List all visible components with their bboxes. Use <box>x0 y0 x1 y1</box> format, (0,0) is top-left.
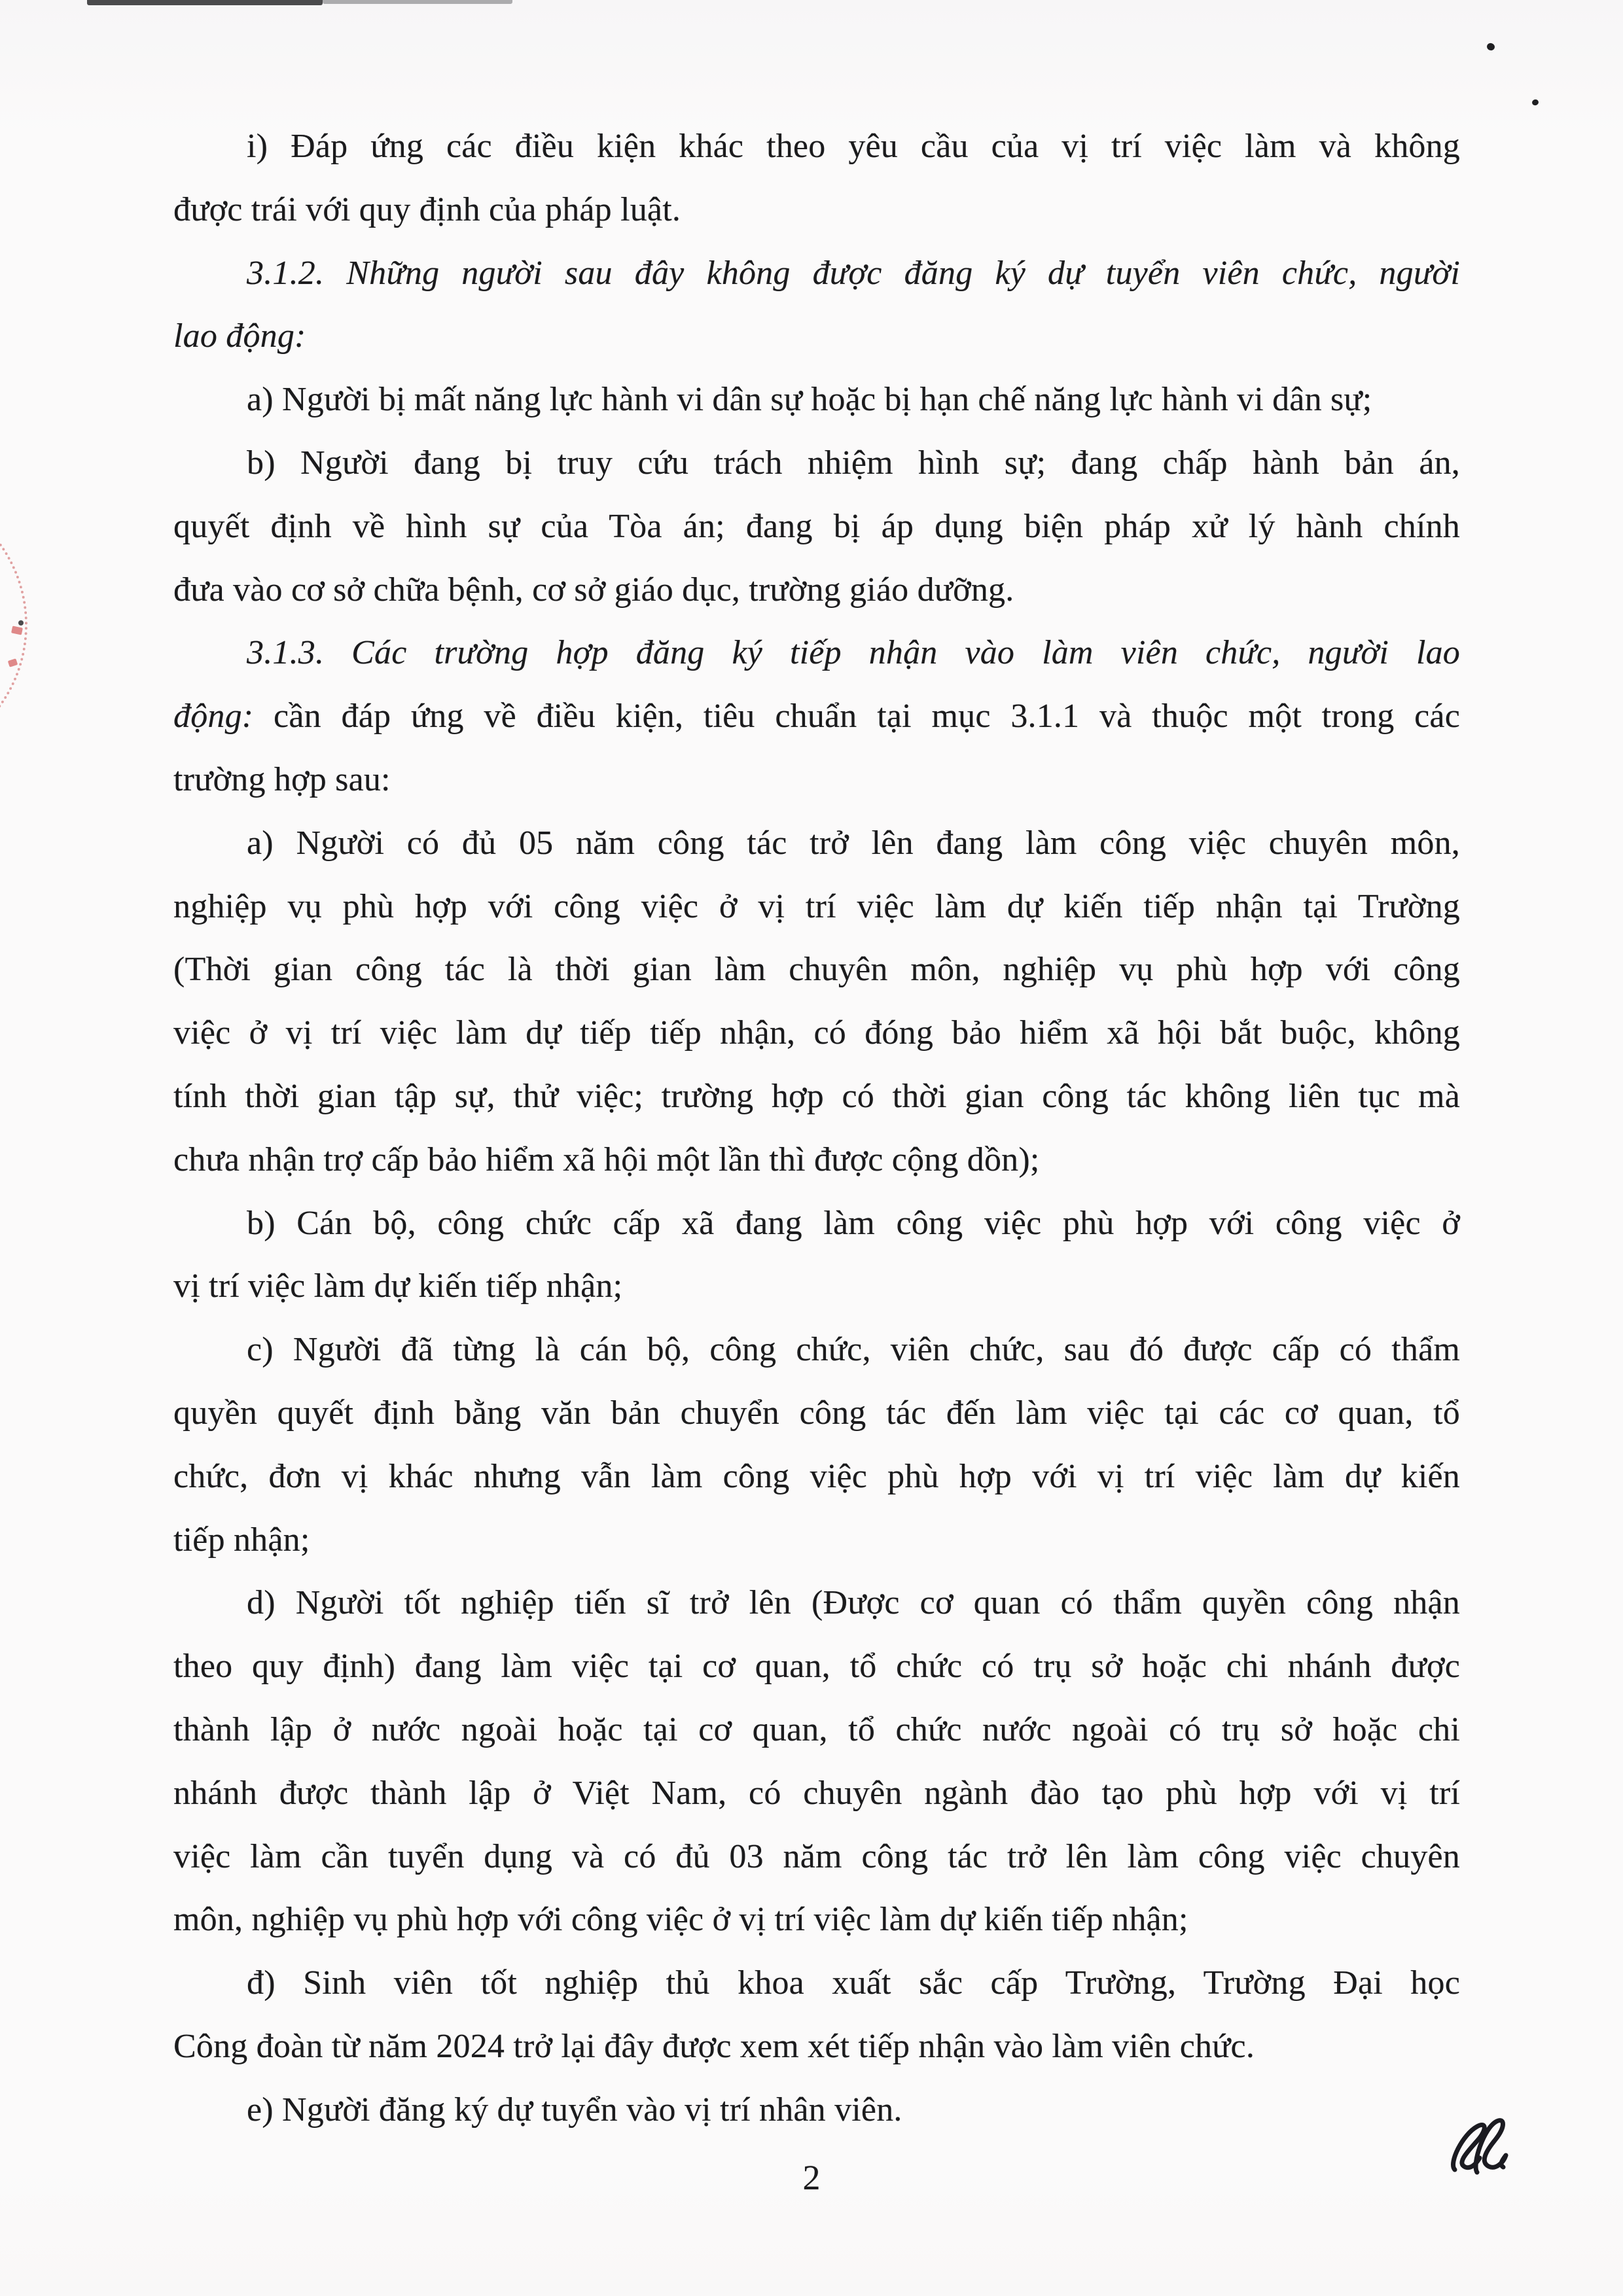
text-segment: quyết định về hình sự của Tòa án; đang bị áp dụng biện pháp xử lý hành chính <box>173 507 1460 545</box>
text-line <box>173 115 1460 179</box>
text-line <box>173 685 1460 749</box>
text-segment: e) Người đăng ký dự tuyển vào vị trí nhân viên. <box>247 2091 902 2128</box>
ink-speck <box>1531 99 1539 106</box>
text-segment: việc ở vị trí việc làm dự tiếp tiếp nhận, có đóng bảo hiểm xã hội bắt buộc, không <box>173 1014 1460 1052</box>
text-segment: quyền quyết định bằng văn bản chuyển công tác đến làm việc tại các cơ quan, tổ <box>173 1394 1460 1432</box>
text-segment: đưa vào cơ sở chữa bệnh, cơ sở giáo dục, trường giáo dưỡng. <box>173 571 1014 609</box>
text-segment: nghiệp vụ phù hợp với công việc ở vị trí việc làm dự kiến tiếp nhận tại Trường <box>173 887 1460 925</box>
text-segment: nhánh được thành lập ở Việt Nam, có chuyên ngành đào tạo phù hợp với vị trí <box>173 1774 1460 1812</box>
text-line <box>173 2015 1460 2079</box>
text-line <box>173 495 1460 559</box>
scanner-edge-artifact <box>87 0 323 5</box>
text-segment: cần đáp ứng về điều kiện, tiêu chuẩn tại mục 3.1.1 và thuộc một trong các <box>253 698 1460 735</box>
text-segment: b) Người đang bị truy cứu trách nhiệm hình sự; đang chấp hành bản án, <box>247 444 1460 482</box>
text-line <box>173 875 1460 939</box>
text-line <box>173 1065 1460 1129</box>
text-line <box>173 1635 1460 1699</box>
text-segment: trường hợp sau: <box>173 760 391 798</box>
text-line <box>173 1888 1460 1952</box>
text-segment: theo quy định) đang làm việc tại cơ quan, tổ chức có trụ sở hoặc chi nhánh được <box>173 1648 1460 1686</box>
document-body <box>173 115 1460 2142</box>
text-segment: chức, đơn vị khác nhưng vẫn làm công việc phù hợp với vị trí việc làm dự kiến <box>173 1457 1460 1495</box>
page-number: 2 <box>802 2158 821 2197</box>
text-segment: Công đoàn từ năm 2024 trở lại đây được xem xét tiếp nhận vào làm viên chức. <box>173 2027 1255 2065</box>
text-segment: a) Người bị mất năng lực hành vi dân sự hoặc bị hạn chế năng lực hành vi dân sự; <box>247 381 1372 419</box>
text-segment: 3.1.2. Những người sau đây không được đăng ký dự tuyển viên chức, người <box>247 254 1460 292</box>
text-segment: lao động: <box>173 317 306 355</box>
text-line <box>173 1129 1460 1192</box>
text-line <box>173 1952 1460 2015</box>
text-segment: chưa nhận trợ cấp bảo hiểm xã hội một lần thì được cộng dồn); <box>173 1140 1040 1178</box>
text-line <box>173 2079 1460 2142</box>
text-line <box>173 368 1460 432</box>
text-line <box>173 1002 1460 1065</box>
text-segment: 3.1.3. Các trường hợp đăng ký tiếp nhận vào làm viên chức, người lao <box>247 634 1460 672</box>
text-segment: tiếp nhận; <box>173 1521 310 1559</box>
text-line <box>173 1509 1460 1572</box>
text-line <box>173 432 1460 495</box>
text-segment: (Thời gian công tác là thời gian làm chuyên môn, nghiệp vụ phù hợp với công <box>173 951 1460 989</box>
text-line <box>173 242 1460 306</box>
text-line <box>173 1699 1460 1762</box>
text-line <box>173 1255 1460 1318</box>
text-line <box>173 305 1460 368</box>
ink-speck <box>1486 42 1495 51</box>
text-segment: a) Người có đủ 05 năm công tác trở lên đang làm công việc chuyên môn, <box>247 824 1460 862</box>
red-stamp-edge <box>0 486 27 764</box>
text-segment: d) Người tốt nghiệp tiến sĩ trở lên (Được cơ quan có thẩm quyền công nhận <box>247 1584 1460 1622</box>
scanner-edge-artifact <box>323 0 512 4</box>
text-segment: môn, nghiệp vụ phù hợp với công việc ở vị trí việc làm dự kiến tiếp nhận; <box>173 1901 1188 1939</box>
text-line <box>173 1572 1460 1635</box>
text-line <box>173 622 1460 685</box>
text-line <box>173 1445 1460 1509</box>
text-line <box>173 559 1460 622</box>
text-line <box>173 179 1460 242</box>
text-segment: thành lập ở nước ngoài hoặc tại cơ quan, tổ chức nước ngoài có trụ sở hoặc chi <box>173 1710 1460 1748</box>
text-line <box>173 1826 1460 1889</box>
text-segment: tính thời gian tập sự, thử việc; trường hợp có thời gian công tác không liên tục mà <box>173 1077 1460 1115</box>
text-line <box>173 749 1460 812</box>
text-segment: việc làm cần tuyển dụng và có đủ 03 năm công tác trở lên làm công việc chuyên <box>173 1837 1460 1875</box>
text-line <box>173 938 1460 1002</box>
text-line <box>173 812 1460 875</box>
text-segment: c) Người đã từng là cán bộ, công chức, viên chức, sau đó được cấp có thẩm <box>247 1331 1460 1369</box>
text-segment: đ) Sinh viên tốt nghiệp thủ khoa xuất sắc cấp Trường, Trường Đại học <box>247 1964 1460 2002</box>
text-line <box>173 1192 1460 1256</box>
text-line <box>173 1318 1460 1382</box>
text-segment: động: <box>173 698 254 735</box>
text-line <box>173 1382 1460 1445</box>
text-segment: b) Cán bộ, công chức cấp xã đang làm công việc phù hợp với công việc ở <box>247 1204 1460 1242</box>
text-line <box>173 1762 1460 1826</box>
text-segment: được trái với quy định của pháp luật. <box>173 190 681 228</box>
text-segment: vị trí việc làm dự kiến tiếp nhận; <box>173 1267 623 1305</box>
text-segment: i) Đáp ứng các điều kiện khác theo yêu cầu của vị trí việc làm và không <box>247 128 1460 165</box>
